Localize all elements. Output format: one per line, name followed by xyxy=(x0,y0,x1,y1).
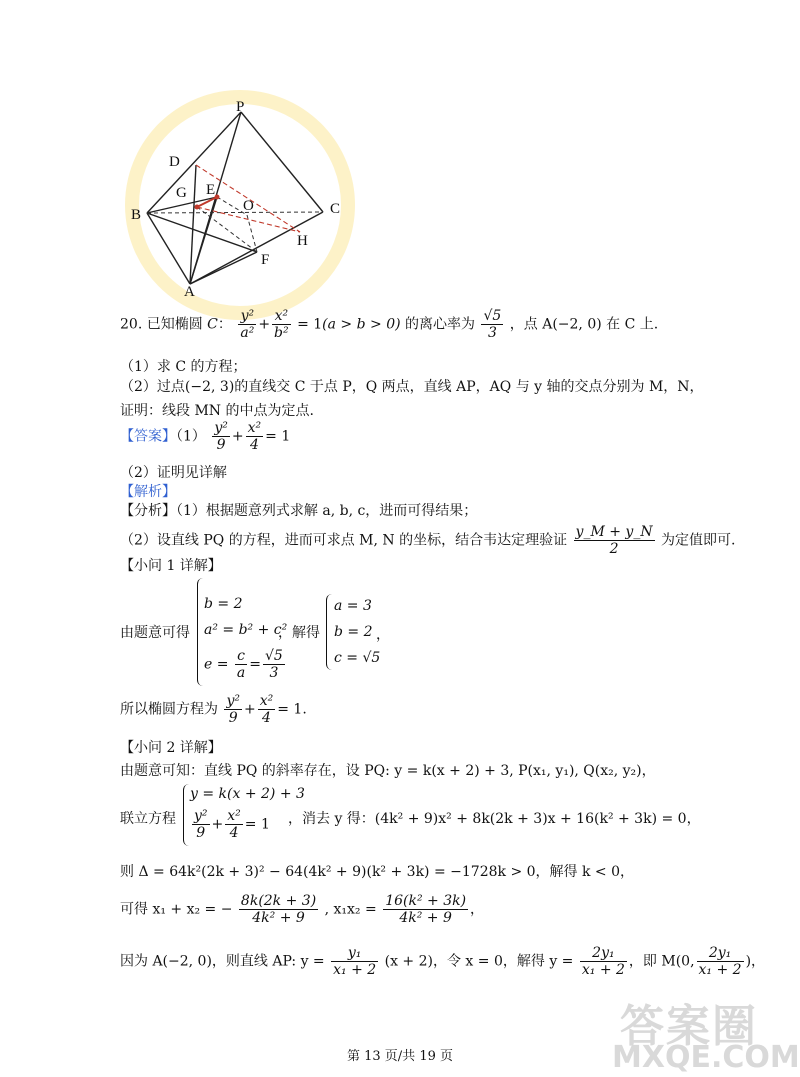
q2-brace xyxy=(183,784,190,846)
problem-stem: 20. 已知椭圆 C： $\frac{\text{y²}}{\text{a²}}$ + $\frac{\text{x²}}{\text{b²}}$ = 1(a > b > 0) 的离心率为 $\frac{√5}{3}$ ，点 A(−2, 0) 在 C 上. xyxy=(120,308,659,342)
q2-lianli: 联立方程 xyxy=(120,811,176,827)
stem-point: ，点 A(−2, 0) 在 C 上. xyxy=(509,316,659,333)
answer-line1: 【答案】（1） $\frac{\text{y²}}{9}$ + $\frac{\text{x²}}{4}$ = 1 xyxy=(120,420,291,454)
edge-FA xyxy=(190,252,257,284)
label-A: A xyxy=(184,284,195,300)
q1-frac-x2-4: $\frac{\text{x²}}{4}$ xyxy=(259,693,274,727)
label-C: C xyxy=(330,201,341,217)
ellipse-name: C xyxy=(207,316,218,333)
point-G-dot xyxy=(195,205,200,210)
frac-sqrt5-3-b: $\frac{√5}{3}$ xyxy=(265,648,283,682)
q2-ap xyxy=(120,945,765,978)
q2-elim: ，消去 y 得：(4k² + 9)x² + 8k(2k + 3)x + 16(k² + 3k) = 0， xyxy=(288,811,701,827)
edge-BC-dashed xyxy=(147,212,323,213)
q1-solve: ，解得 xyxy=(278,625,320,641)
watermark-line2: MXQE.COM xyxy=(612,1040,800,1075)
q2-ap-mid: (x + 2)，令 x = 0，解得 y = xyxy=(384,953,574,970)
answer-frac-y2-9: $\frac{\text{y²}}{9}$ xyxy=(214,420,228,454)
q1-brace-left xyxy=(197,578,204,686)
q1-eq3-pre: e = xyxy=(204,656,229,673)
q1-eq3: e = $\frac{c}{a}$ = $\frac{√5}{3}$ xyxy=(204,648,283,682)
fenxi-2-pre: （2）设直线 PQ 的方程，进而可求点 M, N 的坐标，结合韦达定理验证 xyxy=(120,532,568,549)
fenxi-1: （1）根据题意列式求解 a, b, c，进而可得结果； xyxy=(176,503,478,519)
answer-frac-x2-4: $\frac{\text{x²}}{4}$ xyxy=(247,420,262,454)
q2-sys1: y = k(x + 2) + 3 xyxy=(190,786,305,802)
q1-eq2: a² = b² + c² xyxy=(204,622,288,638)
q1-tag: 【小问 1 详解】 xyxy=(120,558,222,574)
label-O: O xyxy=(243,198,254,214)
analysis-tag: 【解析】 xyxy=(120,484,176,500)
part1: （1）求 C 的方程； xyxy=(120,359,247,375)
figure-watermark-ring xyxy=(132,97,348,313)
frac-c-a: $\frac{c}{a}$ xyxy=(236,648,246,682)
q2-vieta xyxy=(120,893,484,926)
q2-ap-end: ，即 M xyxy=(628,953,676,970)
frac-y1-x1p2: $\frac{\text{y₁}}{\text{x₁ + 2}}$ xyxy=(333,945,377,979)
stem-pre: 已知椭圆 xyxy=(146,316,203,333)
q1-brace-right xyxy=(326,594,333,670)
q1-eq1: b = 2 xyxy=(204,596,243,612)
q2-m-post: )， xyxy=(745,953,766,970)
fenxi-line1 xyxy=(120,500,477,520)
q1-conclusion: 所以椭圆方程为 $\frac{\text{y²}}{9}$ + $\frac{\text{x²}}{4}$ = 1. xyxy=(120,693,307,727)
q1-sol2: b = 2 xyxy=(334,624,373,640)
fenxi-line2 xyxy=(120,524,736,557)
q1-eq-one: = 1 xyxy=(277,701,303,718)
q1-sol1: a = 3 xyxy=(334,598,372,614)
q1-conclusion-pre: 所以椭圆方程为 xyxy=(120,701,218,718)
frac-y2-a2: $\frac{\text{y²}}{\text{a²}}$ xyxy=(240,308,255,342)
q1-lead: 由题意可得 xyxy=(120,625,190,641)
q2-m-pre: (0, xyxy=(675,953,695,970)
q2-vieta-mid: , x₁x₂ = xyxy=(324,901,377,918)
answer-part1-prefix: （1） xyxy=(176,428,206,445)
label-B: B xyxy=(131,207,142,223)
stem-mid: 的离心率为 xyxy=(405,316,476,333)
q2-sys2: $\frac{\text{y²}}{9}$ + $\frac{\text{x²}}{4}$ = 1 xyxy=(194,808,270,842)
q1-frac-y2-9: $\frac{\text{y²}}{9}$ xyxy=(226,693,240,727)
q2-vieta-pre: 可得 x₁ + x₂ = − xyxy=(120,901,233,918)
answer-tag: 【答案】 xyxy=(120,428,176,445)
q1-comma: ， xyxy=(376,627,390,643)
q1-sol3: c = √5 xyxy=(334,650,381,666)
label-P: P xyxy=(236,99,245,115)
frac-sqrt5-3: $\frac{√5}{3}$ xyxy=(483,308,502,342)
q2-line1: 由题意可知：直线 PQ 的斜率存在，设 PQ: y = k(x + 2) + 3, P(x₁, y₁), Q(x₂, y₂)， xyxy=(120,763,656,779)
watermark-line1: 答案圈 xyxy=(620,1001,758,1052)
frac-2y1-x1p2: $\frac{\text{2y₁}}{\text{x₁ + 2}}$ xyxy=(581,945,625,979)
part2-line1: （2）过点(−2, 3)的直线交 C 于点 P，Q 两点，直线 AP，AQ 与 y 轴的交点分别为 M，N， xyxy=(120,379,704,395)
label-D: D xyxy=(169,154,180,170)
frac-x2-b2: $\frac{\text{x²}}{\text{b²}}$ xyxy=(274,308,289,342)
part2-line2: 证明：线段 MN 的中点为定点. xyxy=(120,403,314,419)
label-E: E xyxy=(206,182,216,198)
q2-frac-y2-9: $\frac{\text{y²}}{9}$ xyxy=(194,808,208,842)
answer-eq-one: = 1 xyxy=(265,428,291,445)
q2-vieta-end: ， xyxy=(470,901,485,918)
q2-eq-one: = 1 xyxy=(244,816,270,833)
q2-tag: 【小问 2 详解】 xyxy=(120,740,222,756)
page-footer: 第 13 页/共 19 页 xyxy=(347,1049,453,1064)
frac-vieta1: $\frac{8k(2k + 3)}{\text{4k² + 9}}$ xyxy=(240,893,317,927)
problem-number: 20. xyxy=(120,316,143,333)
frac-m-coord: $\frac{\text{2y₁}}{\text{x₁ + 2}}$ xyxy=(698,945,742,979)
pyramid-figure xyxy=(0,0,800,320)
label-F: F xyxy=(261,252,270,268)
label-H: H xyxy=(297,233,308,249)
fenxi-tag: 【分析】 xyxy=(120,503,176,519)
point-E-dot xyxy=(215,195,220,200)
label-G: G xyxy=(176,185,187,201)
answer-part2: （2）证明见详解 xyxy=(120,465,227,481)
condition: (a > b > 0) xyxy=(322,316,401,333)
q2-ap-pre: 因为 A(−2, 0)，则直线 AP: y = xyxy=(120,953,325,970)
q2-frac-x2-4: $\frac{\text{x²}}{4}$ xyxy=(227,808,241,842)
frac-ymn-2: $\frac{y\_M + y\_N}{2}$ xyxy=(575,524,653,558)
frac-vieta2: $\frac{\text{16(k² + 3k)}}{\text{4k² + 9}}$ xyxy=(385,893,467,927)
q2-delta: 则 Δ = 64k²(2k + 3)² − 64(4k² + 9)(k² + 3k) = −1728k > 0，解得 k < 0， xyxy=(120,864,635,880)
eq-one: = 1 xyxy=(297,316,323,333)
fenxi-2-post: 为定值即可. xyxy=(661,532,736,549)
